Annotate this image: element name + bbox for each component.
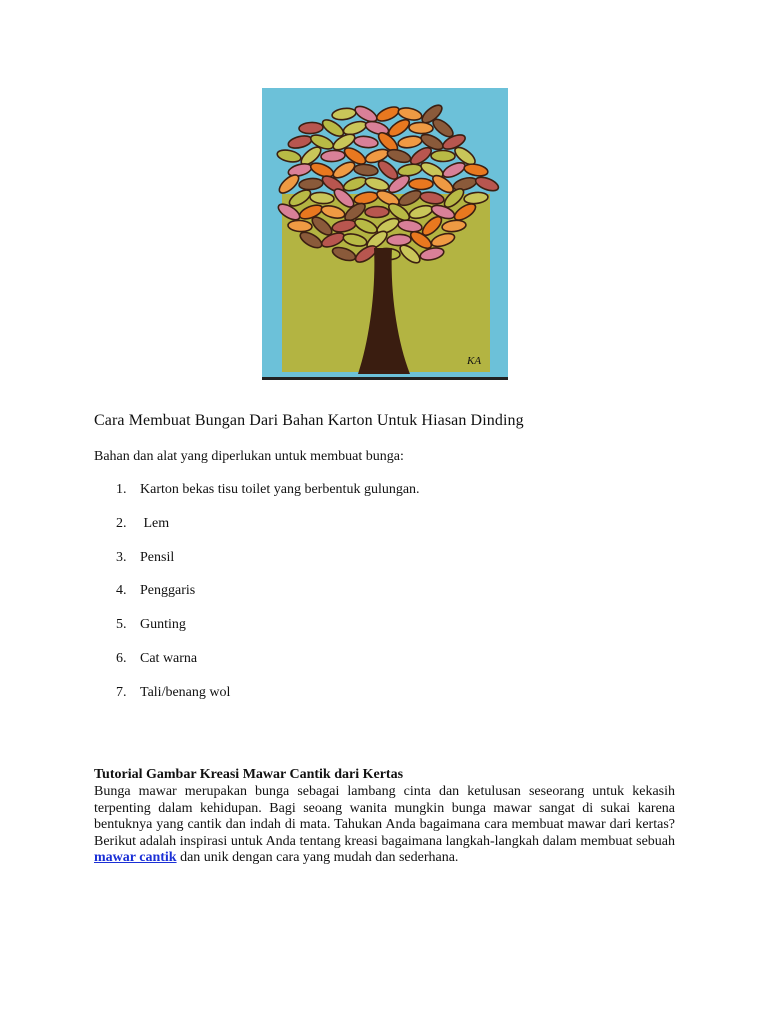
list-item-text: Gunting — [140, 617, 186, 633]
list-item-text: Pensil — [140, 549, 175, 565]
list-item-text: Penggaris — [140, 583, 196, 599]
list-item-number: 1. — [116, 482, 127, 497]
mawar-cantik-link[interactable]: mawar cantik — [94, 850, 177, 865]
list-item-number: 7. — [116, 684, 127, 700]
tree-artwork-image — [262, 88, 508, 380]
list-item-number: 3. — [116, 549, 127, 565]
list-item-text: Tali/benang wol — [140, 684, 231, 700]
paper-leaf — [299, 122, 324, 134]
artist-signature: KA — [467, 355, 482, 367]
list-item-number: 4. — [116, 583, 127, 599]
list-item-text: Cat warna — [140, 650, 198, 666]
frame-bottom-edge — [262, 377, 508, 380]
list-item-text: Lem — [140, 515, 170, 531]
tutorial-paragraph — [94, 784, 675, 867]
article-heading: Cara Membuat Bungan Dari Bahan Karton Untuk Hiasan Dinding — [94, 412, 524, 429]
list-item-number: 6. — [116, 650, 127, 666]
paragraph-text: Bunga mawar merupakan bunga sebagai lambang cinta dan ketulusan seseorang untuk kekasih terpenting dalam kehidupan. Bagi seoang wanita mungkin bunga mawar sangat di sukai karena bentuknya yang cantik dan indah di mata. Tahukan Anda bagaimana cara membuat mawar dari kertas? Berikut adalah inspirasi untuk Anda tentang kreasi bagaimana langkah-langkah dalam membuat sebuah — [94, 784, 675, 849]
paper-leaf — [365, 206, 389, 217]
paper-leaf — [431, 150, 455, 161]
list-item-number: 5. — [116, 617, 127, 633]
list-item-text: Karton bekas tisu toilet yang berbentuk gulungan. — [140, 482, 420, 497]
paper-roll-tree-illustration — [262, 88, 508, 380]
tutorial-heading: Tutorial Gambar Kreasi Mawar Cantik dari Kertas — [94, 767, 404, 782]
paper-leaf — [409, 179, 433, 190]
paper-leaf — [387, 234, 411, 246]
list-item-number: 2. — [116, 515, 127, 531]
paragraph-text-end: dan unik dengan cara yang mudah dan sederhana. — [176, 850, 459, 865]
paper-leaf — [409, 122, 433, 134]
materials-intro: Bahan dan alat yang diperlukan untuk membuat bunga: — [94, 449, 404, 464]
